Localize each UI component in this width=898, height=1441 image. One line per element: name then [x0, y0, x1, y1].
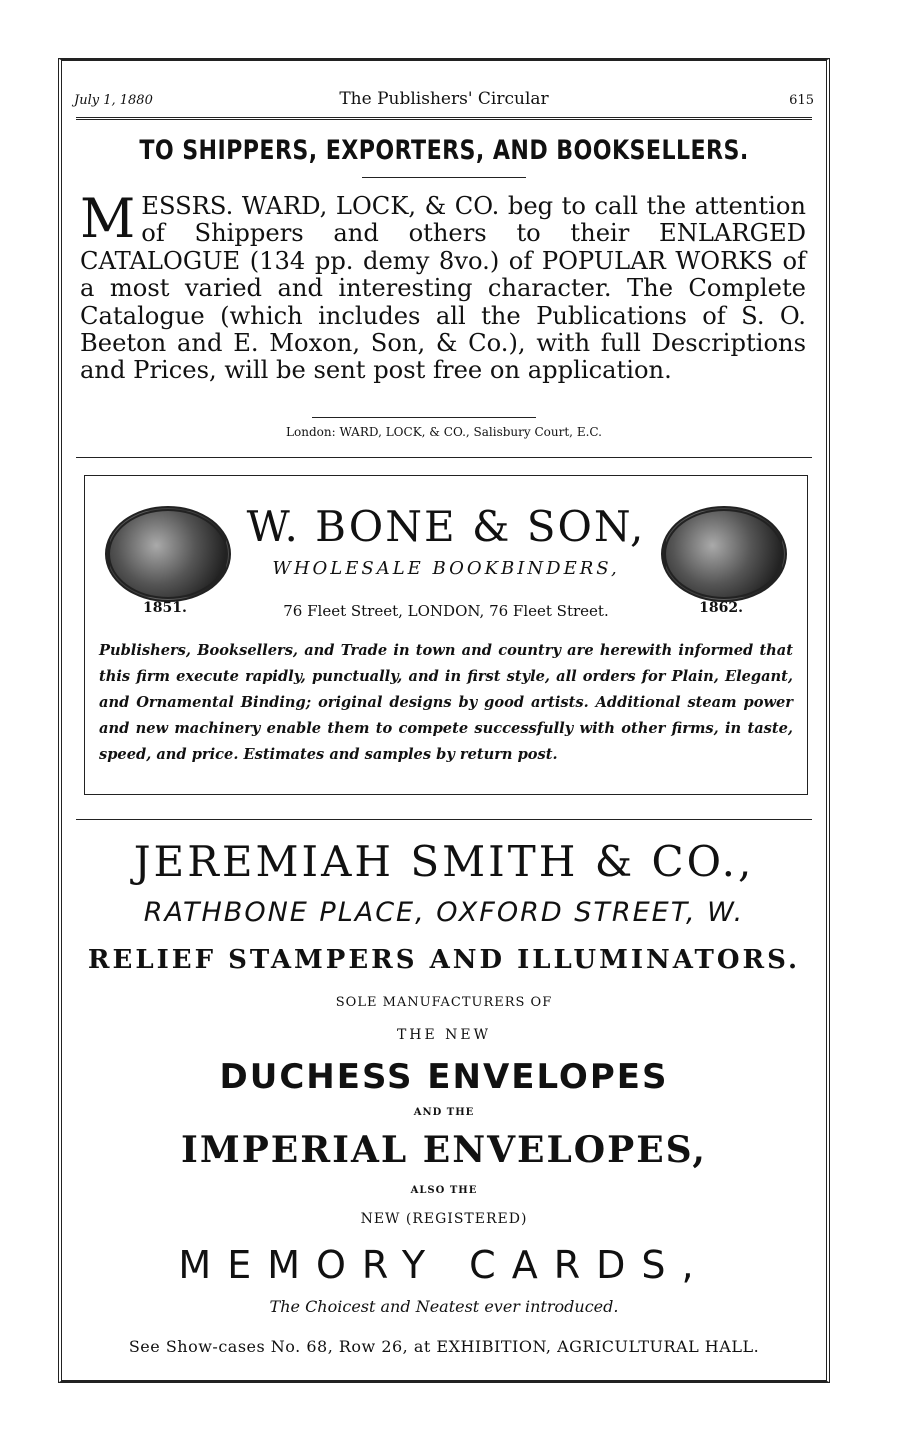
section-rule-1 — [76, 457, 812, 458]
ward-lock-imprint: London: WARD, LOCK, & CO., Salisbury Court, E.C. — [286, 425, 602, 439]
smith-choicest: The Choicest and Neatest ever introduced. — [269, 1297, 619, 1316]
smith-name: JEREMIAH SMITH & CO., — [133, 837, 755, 886]
smith-showcase: See Show-cases No. 68, Row 26, at EXHIBITION, AGRICULTURAL HALL. — [128, 1337, 760, 1356]
bone-advert-box — [84, 475, 808, 795]
drop-cap: M — [80, 187, 136, 250]
smith-place: RATHBONE PLACE, OXFORD STREET, W. — [143, 897, 745, 928]
smith-sole: SOLE MANUFACTURERS OF — [335, 995, 553, 1010]
ward-lock-body — [80, 187, 806, 385]
bone-name: W. BONE & SON, — [246, 502, 646, 551]
bone-subtitle: WHOLESALE BOOKBINDERS, — [272, 558, 620, 579]
smith-also-the: ALSO THE — [410, 1185, 478, 1196]
header-page-number: 615 — [789, 93, 814, 108]
smith-and-the: AND THE — [413, 1107, 475, 1118]
header-title: The Publishers' Circular — [339, 89, 549, 109]
smith-the-new: THE NEW — [396, 1027, 492, 1043]
smith-memory-cards: MEMORY CARDS, — [178, 1243, 710, 1287]
heading-short-rule — [362, 177, 526, 178]
bone-year-left: 1851. — [143, 600, 187, 616]
smith-new-registered: NEW (REGISTERED) — [360, 1211, 528, 1227]
header-rule — [76, 117, 812, 120]
ward-lock-heading: TO SHIPPERS, EXPORTERS, AND BOOKSELLERS. — [139, 135, 749, 166]
imprint-rule — [312, 417, 536, 418]
smith-relief: RELIEF STAMPERS AND ILLUMINATORS. — [87, 945, 801, 975]
smith-duchess: DUCHESS ENVELOPES — [219, 1057, 669, 1097]
ward-lock-body-text: ESSRS. WARD, LOCK, & CO. beg to call the attention of Shippers and others to their ENLARGED CATALOGUE (134 pp. demy 8vo.) of POPULAR WORKS of a most varied and interesting character. The Complete Catalogue (which includes all the Publications of S. O. Beeton and E. Moxon, Son, & Co.), with full Descriptions and Prices, will be sent post free on application. — [80, 192, 806, 385]
bone-year-right: 1862. — [699, 600, 743, 616]
bone-address: 76 Fleet Street, LONDON, 76 Fleet Street. — [283, 602, 609, 620]
section-rule-2 — [76, 819, 812, 820]
advertisement-page — [58, 58, 830, 1383]
bone-body: Publishers, Booksellers, and Trade in town and country are herewith informed that this firm execute rapidly, punctually, and in first style, all orders for Plain, Elegant, and Ornamental Binding; original designs by good artists. Additional steam power and new machinery enable them to compete successfully with other firms, in taste, speed, and price. Estimates and samples by return post. — [99, 642, 793, 763]
smith-imperial: IMPERIAL ENVELOPES, — [181, 1129, 707, 1171]
header-date: July 1, 1880 — [74, 93, 153, 108]
